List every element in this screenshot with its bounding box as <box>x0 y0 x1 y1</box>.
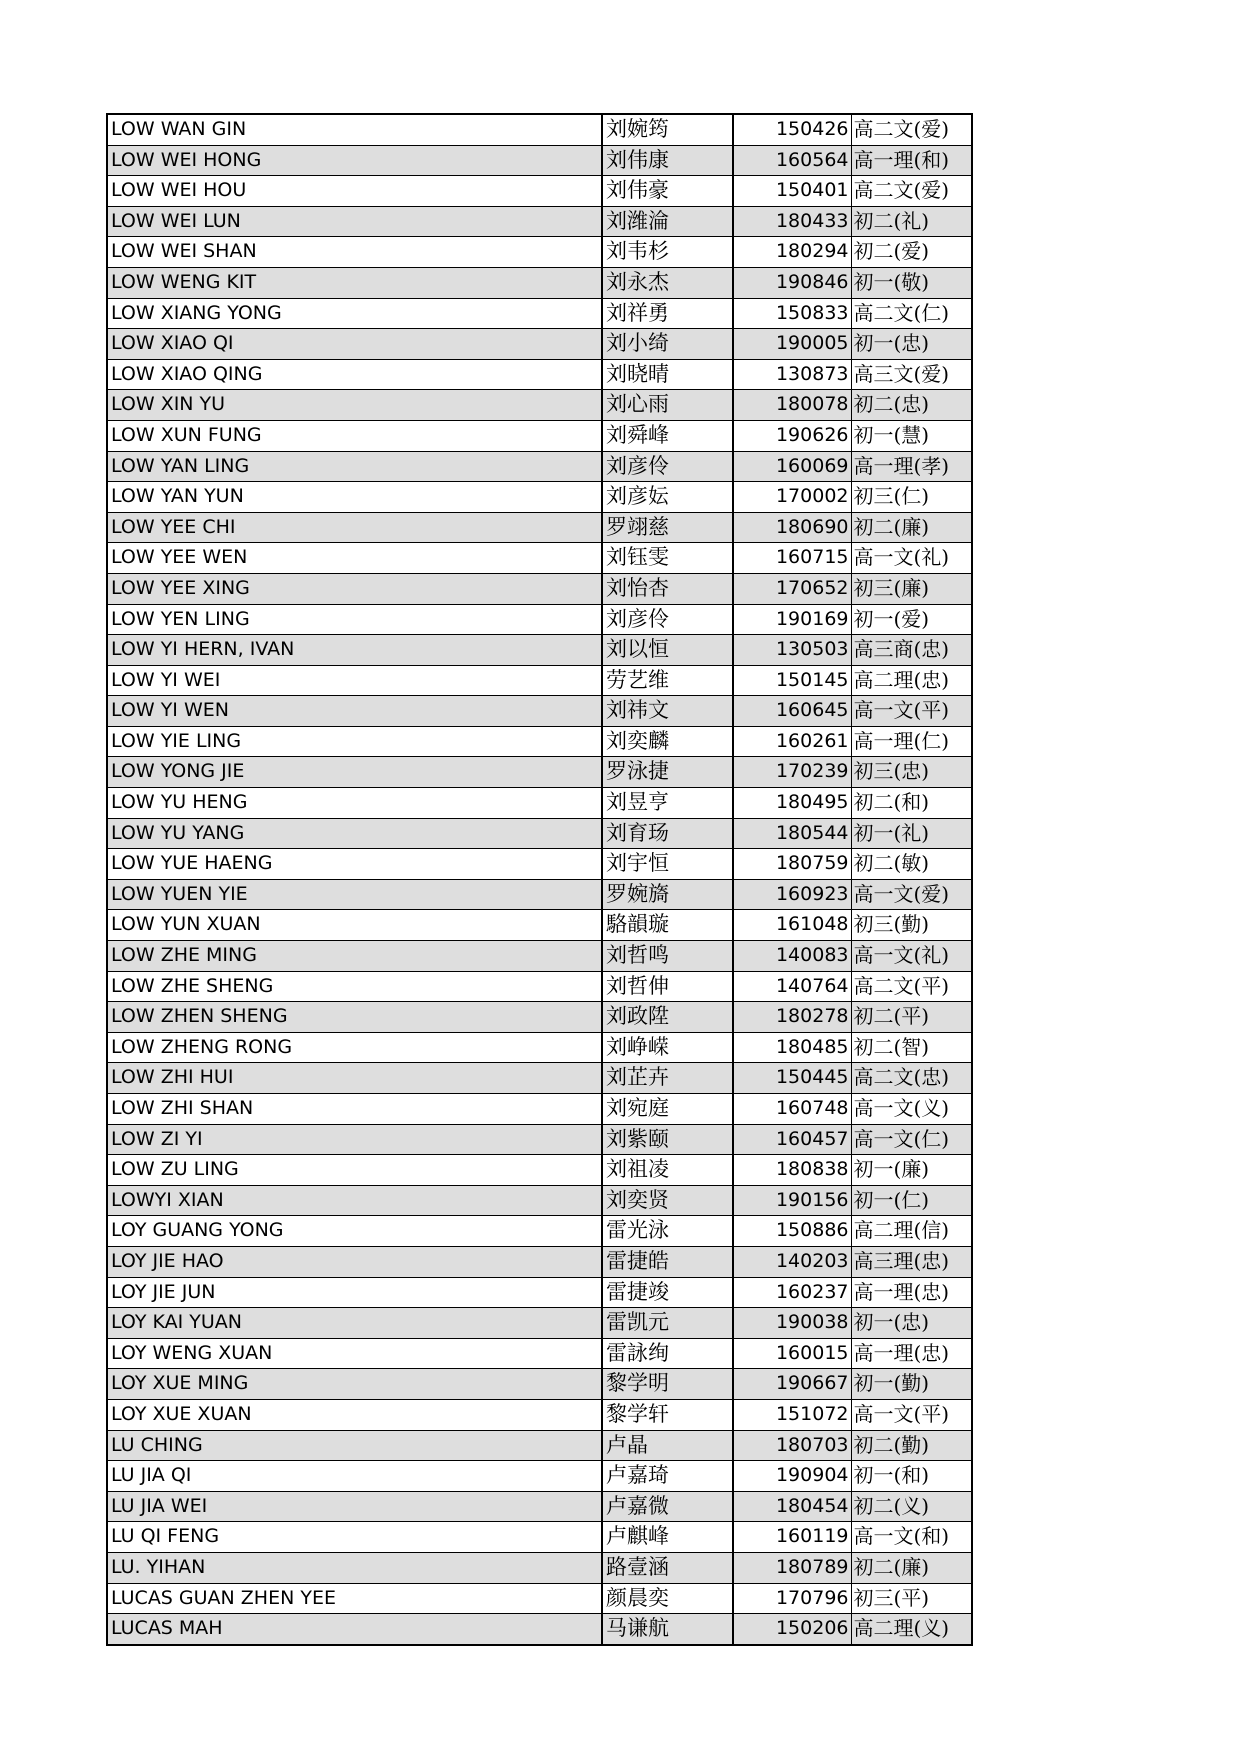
cell-class: 初三(忠) <box>851 757 972 788</box>
cell-class: 高三理(忠) <box>851 1246 972 1277</box>
cell-student-id: 180690 <box>733 512 851 543</box>
cell-student-id: 190667 <box>733 1369 851 1400</box>
cell-student-id: 161048 <box>733 910 851 941</box>
cell-class: 初二(和) <box>851 788 972 819</box>
cell-english-name: LOW WAN GIN <box>107 114 602 145</box>
cell-english-name: LOW ZHI SHAN <box>107 1094 602 1125</box>
cell-class: 初二(爱) <box>851 237 972 268</box>
table-row <box>107 635 972 666</box>
cell-chinese-name: 雷詠绚 <box>602 1338 733 1369</box>
cell-chinese-name: 劳艺维 <box>602 665 733 696</box>
cell-english-name: LOW ZHE SHENG <box>107 971 602 1002</box>
table-row <box>107 1246 972 1277</box>
table-row <box>107 1308 972 1339</box>
cell-english-name: LU JIA WEI <box>107 1491 602 1522</box>
cell-english-name: LOY XUE XUAN <box>107 1399 602 1430</box>
cell-chinese-name: 路壹涵 <box>602 1552 733 1583</box>
cell-english-name: LU JIA QI <box>107 1461 602 1492</box>
cell-student-id: 190169 <box>733 604 851 635</box>
cell-english-name: LOW XIANG YONG <box>107 298 602 329</box>
cell-chinese-name: 刘宇恒 <box>602 849 733 880</box>
cell-english-name: LOW ZHEN SHENG <box>107 1002 602 1033</box>
table-row <box>107 114 972 145</box>
cell-student-id: 160261 <box>733 726 851 757</box>
cell-chinese-name: 刘永杰 <box>602 267 733 298</box>
cell-class: 高二理(义) <box>851 1614 972 1645</box>
cell-chinese-name: 雷光泳 <box>602 1216 733 1247</box>
cell-class: 高二理(信) <box>851 1216 972 1247</box>
table-row <box>107 604 972 635</box>
cell-student-id: 180495 <box>733 788 851 819</box>
cell-student-id: 150445 <box>733 1063 851 1094</box>
cell-english-name: LU CHING <box>107 1430 602 1461</box>
cell-student-id: 180485 <box>733 1032 851 1063</box>
table-row <box>107 726 972 757</box>
cell-chinese-name: 卢嘉琦 <box>602 1461 733 1492</box>
cell-chinese-name: 刘紫颐 <box>602 1124 733 1155</box>
cell-student-id: 140083 <box>733 941 851 972</box>
cell-chinese-name: 刘哲鸣 <box>602 941 733 972</box>
cell-chinese-name: 刘彦伶 <box>602 451 733 482</box>
cell-chinese-name: 刘晓晴 <box>602 359 733 390</box>
cell-class: 初一(忠) <box>851 1308 972 1339</box>
cell-chinese-name: 刘彦妘 <box>602 482 733 513</box>
cell-student-id: 140203 <box>733 1246 851 1277</box>
cell-english-name: LU QI FENG <box>107 1522 602 1553</box>
cell-class: 高一文(礼) <box>851 941 972 972</box>
cell-chinese-name: 刘心雨 <box>602 390 733 421</box>
cell-chinese-name: 刘舜峰 <box>602 420 733 451</box>
cell-class: 初三(仁) <box>851 482 972 513</box>
cell-english-name: LOW WENG KIT <box>107 267 602 298</box>
table-row <box>107 329 972 360</box>
cell-class: 高一文(礼) <box>851 543 972 574</box>
cell-class: 初一(敬) <box>851 267 972 298</box>
table-row <box>107 267 972 298</box>
table-row <box>107 1338 972 1369</box>
cell-class: 高二文(平) <box>851 971 972 1002</box>
cell-class: 初二(勤) <box>851 1430 972 1461</box>
cell-chinese-name: 刘祎文 <box>602 696 733 727</box>
cell-class: 高一文(和) <box>851 1522 972 1553</box>
table-row <box>107 1124 972 1155</box>
cell-student-id: 151072 <box>733 1399 851 1430</box>
table-row <box>107 879 972 910</box>
cell-english-name: LOW YU YANG <box>107 818 602 849</box>
cell-english-name: LOW ZI YI <box>107 1124 602 1155</box>
cell-student-id: 160119 <box>733 1522 851 1553</box>
cell-class: 初二(敏) <box>851 849 972 880</box>
cell-student-id: 160015 <box>733 1338 851 1369</box>
cell-english-name: LOW YEN LING <box>107 604 602 635</box>
cell-english-name: LOW YUEN YIE <box>107 879 602 910</box>
cell-student-id: 190846 <box>733 267 851 298</box>
cell-chinese-name: 罗婉旖 <box>602 879 733 910</box>
cell-english-name: LOW YI HERN, IVAN <box>107 635 602 666</box>
table-row <box>107 1583 972 1614</box>
cell-chinese-name: 雷凯元 <box>602 1308 733 1339</box>
table-row <box>107 849 972 880</box>
cell-english-name: LUCAS GUAN ZHEN YEE <box>107 1583 602 1614</box>
cell-chinese-name: 刘奕麟 <box>602 726 733 757</box>
table-row <box>107 1369 972 1400</box>
cell-student-id: 160564 <box>733 145 851 176</box>
cell-chinese-name: 刘育玚 <box>602 818 733 849</box>
cell-chinese-name: 刘小绮 <box>602 329 733 360</box>
table-row <box>107 971 972 1002</box>
table-row <box>107 145 972 176</box>
cell-class: 初一(忠) <box>851 329 972 360</box>
cell-chinese-name: 刘以恒 <box>602 635 733 666</box>
table-row <box>107 757 972 788</box>
cell-english-name: LOW YAN YUN <box>107 482 602 513</box>
cell-english-name: LOW ZHE MING <box>107 941 602 972</box>
cell-class: 初二(智) <box>851 1032 972 1063</box>
cell-student-id: 180759 <box>733 849 851 880</box>
cell-student-id: 130873 <box>733 359 851 390</box>
cell-english-name: LOY JIE JUN <box>107 1277 602 1308</box>
cell-student-id: 160715 <box>733 543 851 574</box>
cell-english-name: LOW WEI HONG <box>107 145 602 176</box>
cell-english-name: LOW XIAO QI <box>107 329 602 360</box>
cell-english-name: LOW XIAO QING <box>107 359 602 390</box>
cell-class: 初二(礼) <box>851 206 972 237</box>
cell-class: 高三商(忠) <box>851 635 972 666</box>
table-row <box>107 359 972 390</box>
cell-class: 初一(仁) <box>851 1185 972 1216</box>
cell-student-id: 180078 <box>733 390 851 421</box>
table-row <box>107 1063 972 1094</box>
cell-student-id: 180454 <box>733 1491 851 1522</box>
cell-chinese-name: 刘彦伶 <box>602 604 733 635</box>
table-row <box>107 941 972 972</box>
cell-student-id: 140764 <box>733 971 851 1002</box>
table-row <box>107 420 972 451</box>
cell-class: 初二(义) <box>851 1491 972 1522</box>
cell-english-name: LOY KAI YUAN <box>107 1308 602 1339</box>
cell-chinese-name: 黎学轩 <box>602 1399 733 1430</box>
cell-english-name: LOW YIE LING <box>107 726 602 757</box>
cell-student-id: 170239 <box>733 757 851 788</box>
table-row <box>107 696 972 727</box>
table-row <box>107 573 972 604</box>
cell-chinese-name: 刘奕贤 <box>602 1185 733 1216</box>
table-row <box>107 1491 972 1522</box>
cell-english-name: LOW YEE WEN <box>107 543 602 574</box>
table-row <box>107 237 972 268</box>
cell-student-id: 150426 <box>733 114 851 145</box>
table-row <box>107 1216 972 1247</box>
cell-student-id: 180703 <box>733 1430 851 1461</box>
table-row <box>107 1094 972 1125</box>
table-row <box>107 1399 972 1430</box>
cell-class: 高一文(平) <box>851 1399 972 1430</box>
cell-class: 初一(爱) <box>851 604 972 635</box>
table-row <box>107 1430 972 1461</box>
table-row <box>107 1522 972 1553</box>
cell-class: 初一(勤) <box>851 1369 972 1400</box>
cell-student-id: 190904 <box>733 1461 851 1492</box>
table-row <box>107 482 972 513</box>
cell-english-name: LOW YEE XING <box>107 573 602 604</box>
cell-english-name: LOW YEE CHI <box>107 512 602 543</box>
table-row <box>107 665 972 696</box>
cell-chinese-name: 雷捷竣 <box>602 1277 733 1308</box>
cell-student-id: 160645 <box>733 696 851 727</box>
cell-student-id: 170796 <box>733 1583 851 1614</box>
cell-english-name: LOW ZHENG RONG <box>107 1032 602 1063</box>
cell-class: 高一理(和) <box>851 145 972 176</box>
cell-english-name: LOW WEI SHAN <box>107 237 602 268</box>
cell-class: 高二文(爱) <box>851 114 972 145</box>
cell-chinese-name: 刘潍淪 <box>602 206 733 237</box>
cell-chinese-name: 刘芷卉 <box>602 1063 733 1094</box>
cell-student-id: 150833 <box>733 298 851 329</box>
cell-class: 高二文(仁) <box>851 298 972 329</box>
cell-english-name: LOW WEI HOU <box>107 176 602 207</box>
table-row <box>107 298 972 329</box>
cell-english-name: LOW WEI LUN <box>107 206 602 237</box>
cell-class: 初一(礼) <box>851 818 972 849</box>
cell-chinese-name: 刘韦杉 <box>602 237 733 268</box>
cell-student-id: 170652 <box>733 573 851 604</box>
cell-english-name: LUCAS MAH <box>107 1614 602 1645</box>
table-row <box>107 206 972 237</box>
cell-student-id: 180278 <box>733 1002 851 1033</box>
cell-student-id: 180544 <box>733 818 851 849</box>
cell-class: 高一理(孝) <box>851 451 972 482</box>
cell-student-id: 180789 <box>733 1552 851 1583</box>
table-row <box>107 788 972 819</box>
cell-english-name: LOW ZHI HUI <box>107 1063 602 1094</box>
table-row <box>107 1614 972 1645</box>
cell-english-name: LOY GUANG YONG <box>107 1216 602 1247</box>
cell-class: 高一文(义) <box>851 1094 972 1125</box>
cell-class: 高一理(仁) <box>851 726 972 757</box>
cell-chinese-name: 罗翊慈 <box>602 512 733 543</box>
student-table <box>106 113 973 1646</box>
cell-english-name: LOW XUN FUNG <box>107 420 602 451</box>
cell-class: 初三(廉) <box>851 573 972 604</box>
table-row <box>107 1155 972 1186</box>
cell-english-name: LOW YAN LING <box>107 451 602 482</box>
cell-chinese-name: 刘伟康 <box>602 145 733 176</box>
cell-class: 高二理(忠) <box>851 665 972 696</box>
cell-student-id: 150886 <box>733 1216 851 1247</box>
table-row <box>107 910 972 941</box>
cell-class: 初二(廉) <box>851 1552 972 1583</box>
cell-class: 高二文(忠) <box>851 1063 972 1094</box>
cell-english-name: LOW YI WEI <box>107 665 602 696</box>
cell-english-name: LOY WENG XUAN <box>107 1338 602 1369</box>
cell-class: 高三文(爱) <box>851 359 972 390</box>
cell-chinese-name: 刘祖凌 <box>602 1155 733 1186</box>
cell-student-id: 150401 <box>733 176 851 207</box>
cell-class: 初三(平) <box>851 1583 972 1614</box>
cell-student-id: 190005 <box>733 329 851 360</box>
cell-chinese-name: 颜晨奕 <box>602 1583 733 1614</box>
cell-student-id: 180294 <box>733 237 851 268</box>
table-row <box>107 1277 972 1308</box>
table-row <box>107 512 972 543</box>
cell-english-name: LOW YUE HAENG <box>107 849 602 880</box>
cell-english-name: LOW YI WEN <box>107 696 602 727</box>
table-row <box>107 543 972 574</box>
cell-student-id: 170002 <box>733 482 851 513</box>
cell-student-id: 180433 <box>733 206 851 237</box>
cell-english-name: LOY JIE HAO <box>107 1246 602 1277</box>
cell-chinese-name: 刘钰雯 <box>602 543 733 574</box>
cell-chinese-name: 刘政陞 <box>602 1002 733 1033</box>
cell-chinese-name: 雷捷皓 <box>602 1246 733 1277</box>
cell-student-id: 180838 <box>733 1155 851 1186</box>
cell-class: 初一(和) <box>851 1461 972 1492</box>
cell-english-name: LOW YONG JIE <box>107 757 602 788</box>
cell-chinese-name: 马谦航 <box>602 1614 733 1645</box>
cell-english-name: LOW YUN XUAN <box>107 910 602 941</box>
cell-student-id: 150206 <box>733 1614 851 1645</box>
cell-student-id: 160237 <box>733 1277 851 1308</box>
cell-chinese-name: 刘伟豪 <box>602 176 733 207</box>
cell-chinese-name: 卢晶 <box>602 1430 733 1461</box>
cell-chinese-name: 刘宛庭 <box>602 1094 733 1125</box>
cell-class: 高一文(仁) <box>851 1124 972 1155</box>
cell-chinese-name: 罗泳捷 <box>602 757 733 788</box>
cell-class: 初二(平) <box>851 1002 972 1033</box>
cell-student-id: 160457 <box>733 1124 851 1155</box>
cell-chinese-name: 黎学明 <box>602 1369 733 1400</box>
cell-chinese-name: 刘怡杏 <box>602 573 733 604</box>
cell-class: 初一(廉) <box>851 1155 972 1186</box>
cell-class: 初三(勤) <box>851 910 972 941</box>
cell-student-id: 190626 <box>733 420 851 451</box>
table-row <box>107 1185 972 1216</box>
cell-chinese-name: 卢嘉微 <box>602 1491 733 1522</box>
cell-student-id: 150145 <box>733 665 851 696</box>
cell-class: 高一文(爱) <box>851 879 972 910</box>
cell-student-id: 160748 <box>733 1094 851 1125</box>
cell-english-name: LOW YU HENG <box>107 788 602 819</box>
cell-student-id: 160923 <box>733 879 851 910</box>
table-row <box>107 1552 972 1583</box>
cell-class: 高一理(忠) <box>851 1277 972 1308</box>
table-row <box>107 818 972 849</box>
cell-chinese-name: 刘峥嵘 <box>602 1032 733 1063</box>
table-row <box>107 451 972 482</box>
table-row <box>107 1461 972 1492</box>
cell-english-name: LOWYI XIAN <box>107 1185 602 1216</box>
cell-chinese-name: 刘祥勇 <box>602 298 733 329</box>
cell-class: 初二(廉) <box>851 512 972 543</box>
cell-chinese-name: 卢麒峰 <box>602 1522 733 1553</box>
cell-english-name: LOY XUE MING <box>107 1369 602 1400</box>
cell-class: 高一理(忠) <box>851 1338 972 1369</box>
cell-student-id: 160069 <box>733 451 851 482</box>
cell-chinese-name: 刘婉筠 <box>602 114 733 145</box>
cell-english-name: LOW XIN YU <box>107 390 602 421</box>
cell-student-id: 130503 <box>733 635 851 666</box>
cell-class: 初二(忠) <box>851 390 972 421</box>
cell-chinese-name: 刘哲伸 <box>602 971 733 1002</box>
cell-class: 高二文(爱) <box>851 176 972 207</box>
cell-class: 初一(慧) <box>851 420 972 451</box>
cell-english-name: LU. YIHAN <box>107 1552 602 1583</box>
table-row <box>107 1032 972 1063</box>
table-row <box>107 1002 972 1033</box>
cell-student-id: 190156 <box>733 1185 851 1216</box>
student-table-body <box>107 114 972 1645</box>
cell-chinese-name: 駱韻璇 <box>602 910 733 941</box>
table-row <box>107 390 972 421</box>
cell-chinese-name: 刘昱亨 <box>602 788 733 819</box>
cell-student-id: 190038 <box>733 1308 851 1339</box>
cell-class: 高一文(平) <box>851 696 972 727</box>
table-row <box>107 176 972 207</box>
cell-english-name: LOW ZU LING <box>107 1155 602 1186</box>
